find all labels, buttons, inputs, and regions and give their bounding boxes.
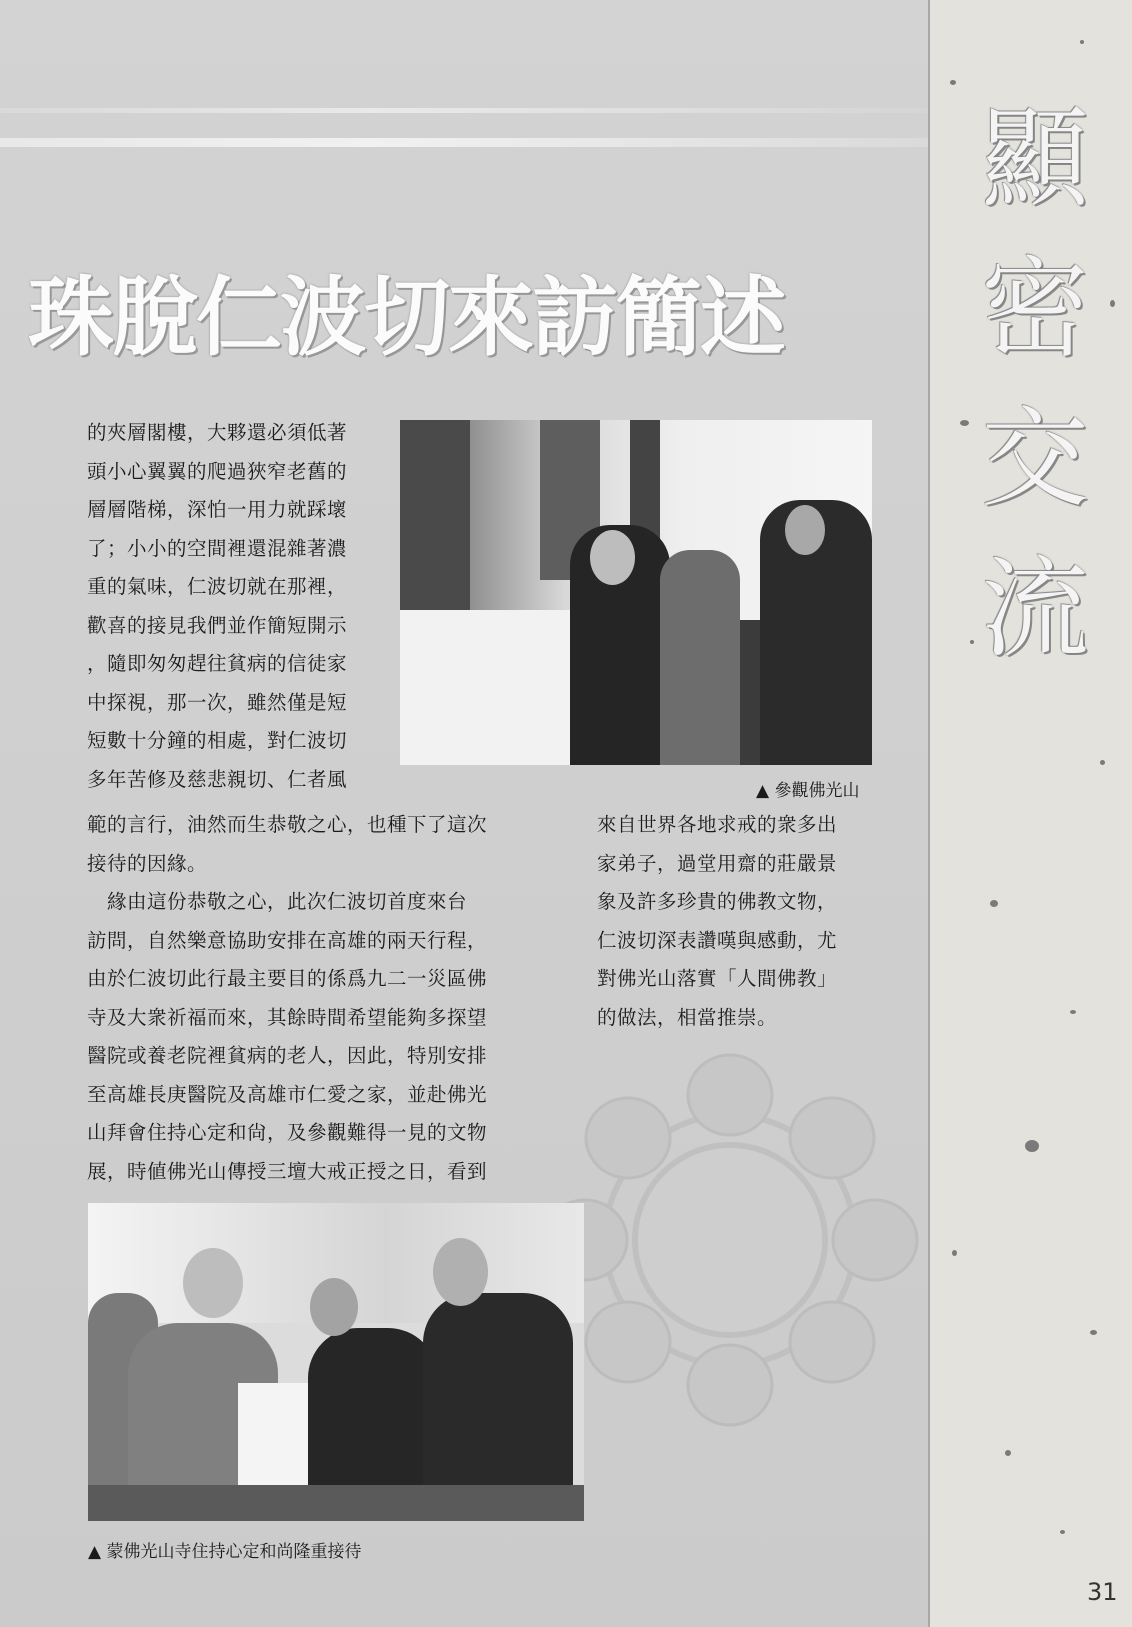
text-line: 仁波切深表讚嘆與感動，尤 [597,928,838,952]
text-line: 接待的因緣。 [87,851,208,875]
text-line: 展，時値佛光山傳授三壇大戒正授之日，看到 [87,1159,488,1183]
photo-face [785,505,825,555]
photo-reception-abbot [88,1203,584,1521]
text-line: 家弟子，過堂用齋的莊嚴景 [597,851,838,875]
photo-visit-foguangshan [400,420,872,765]
paper-speck [970,640,974,644]
paper-speck [1080,40,1084,44]
intro-column [87,414,387,799]
text-line: 頭小心翼翼的爬過狹窄老舊的 [87,459,348,483]
text-line: 訪問，自然樂意協助安排在高雄的兩天行程， [87,928,488,952]
text-line: 中探視，那一次，雖然僅是短 [87,690,348,714]
section-title [975,85,1095,685]
text-line: 由於仁波切此行最主要目的係爲九二一災區佛 [87,967,488,990]
paper-speck [1100,760,1105,765]
paper-speck [1110,300,1115,307]
text-line: 來自世界各地求戒的衆多出 [597,813,838,836]
text-line: 至高雄長庚醫院及高雄市仁愛之家，並赴佛光 [87,1082,488,1106]
text-line: 的夾層閣樓，大夥還必須低著 [87,421,348,444]
section-title-char: 交 [980,397,1089,522]
paper-speck [990,900,998,907]
text-line: 歡喜的接見我們並作簡短開示 [87,613,348,637]
photo2-caption: ▲ 蒙佛光山寺住持心定和尚隆重接待 [88,1542,362,1562]
section-title-char: 密 [980,247,1089,372]
photo-table [88,1485,584,1521]
page-number: 31 [1087,1578,1118,1606]
text-line: 了；小小的空間裡還混雜著濃 [87,536,348,560]
text-line: 層層階梯，深怕一用力就踩壞 [87,498,348,521]
photo-face [433,1238,488,1306]
text-line: 重的氣味，仁波切就在那裡， [87,575,348,598]
article-headline: 珠脫仁波切來訪簡述 [28,267,784,368]
photo-face [310,1278,358,1336]
text-line: 象及許多珍貴的佛教文物， [597,890,838,913]
text-line: 緣由這份恭敬之心，此次仁波切首度來台 [87,890,468,913]
photo-painting-panel [400,420,470,640]
text-line: 短數十分鐘的相處，對仁波切 [87,729,348,752]
section-title-char: 顯 [980,97,1089,222]
text-line: 寺及大衆祈福而來，其餘時間希望能夠多探望 [87,1005,488,1029]
paper-speck [1090,1330,1097,1335]
photo-face [590,530,635,585]
text-line: 山拜會住持心定和尙，及參觀難得一見的文物 [87,1121,488,1144]
paper-speck [1060,1530,1065,1534]
lotus-ornament [540,1050,920,1430]
text-line: 醫院或養老院裡貧病的老人，因此，特別安排 [87,1044,488,1067]
paper-speck [952,1250,957,1256]
paper-speck [960,420,969,426]
text-line: 多年苦修及慈悲親切、仁者風 [87,767,348,791]
text-line: 的做法，相當推崇。 [597,1005,778,1029]
paper-speck [1005,1450,1011,1456]
photo-face [183,1248,243,1318]
right-column [597,806,887,1037]
paper-speck [1070,1010,1076,1014]
paper-speck [950,80,956,85]
photo1-caption: ▲ 參觀佛光山 [756,781,860,801]
photo-figure [660,550,740,765]
text-line: 對佛光山落實「人間佛教」 [597,967,838,990]
section-title-char: 流 [980,547,1089,672]
paper-speck [1025,1140,1039,1152]
band-line [0,108,928,113]
text-line: 範的言行，油然而生恭敬之心，也種下了這次 [87,813,488,836]
text-line: ，隨即匆匆趕往貧病的信徒家 [87,652,348,675]
body-column [87,806,547,1191]
photo-display-case [400,610,575,765]
decorative-band [0,108,928,158]
band-line [0,138,928,147]
